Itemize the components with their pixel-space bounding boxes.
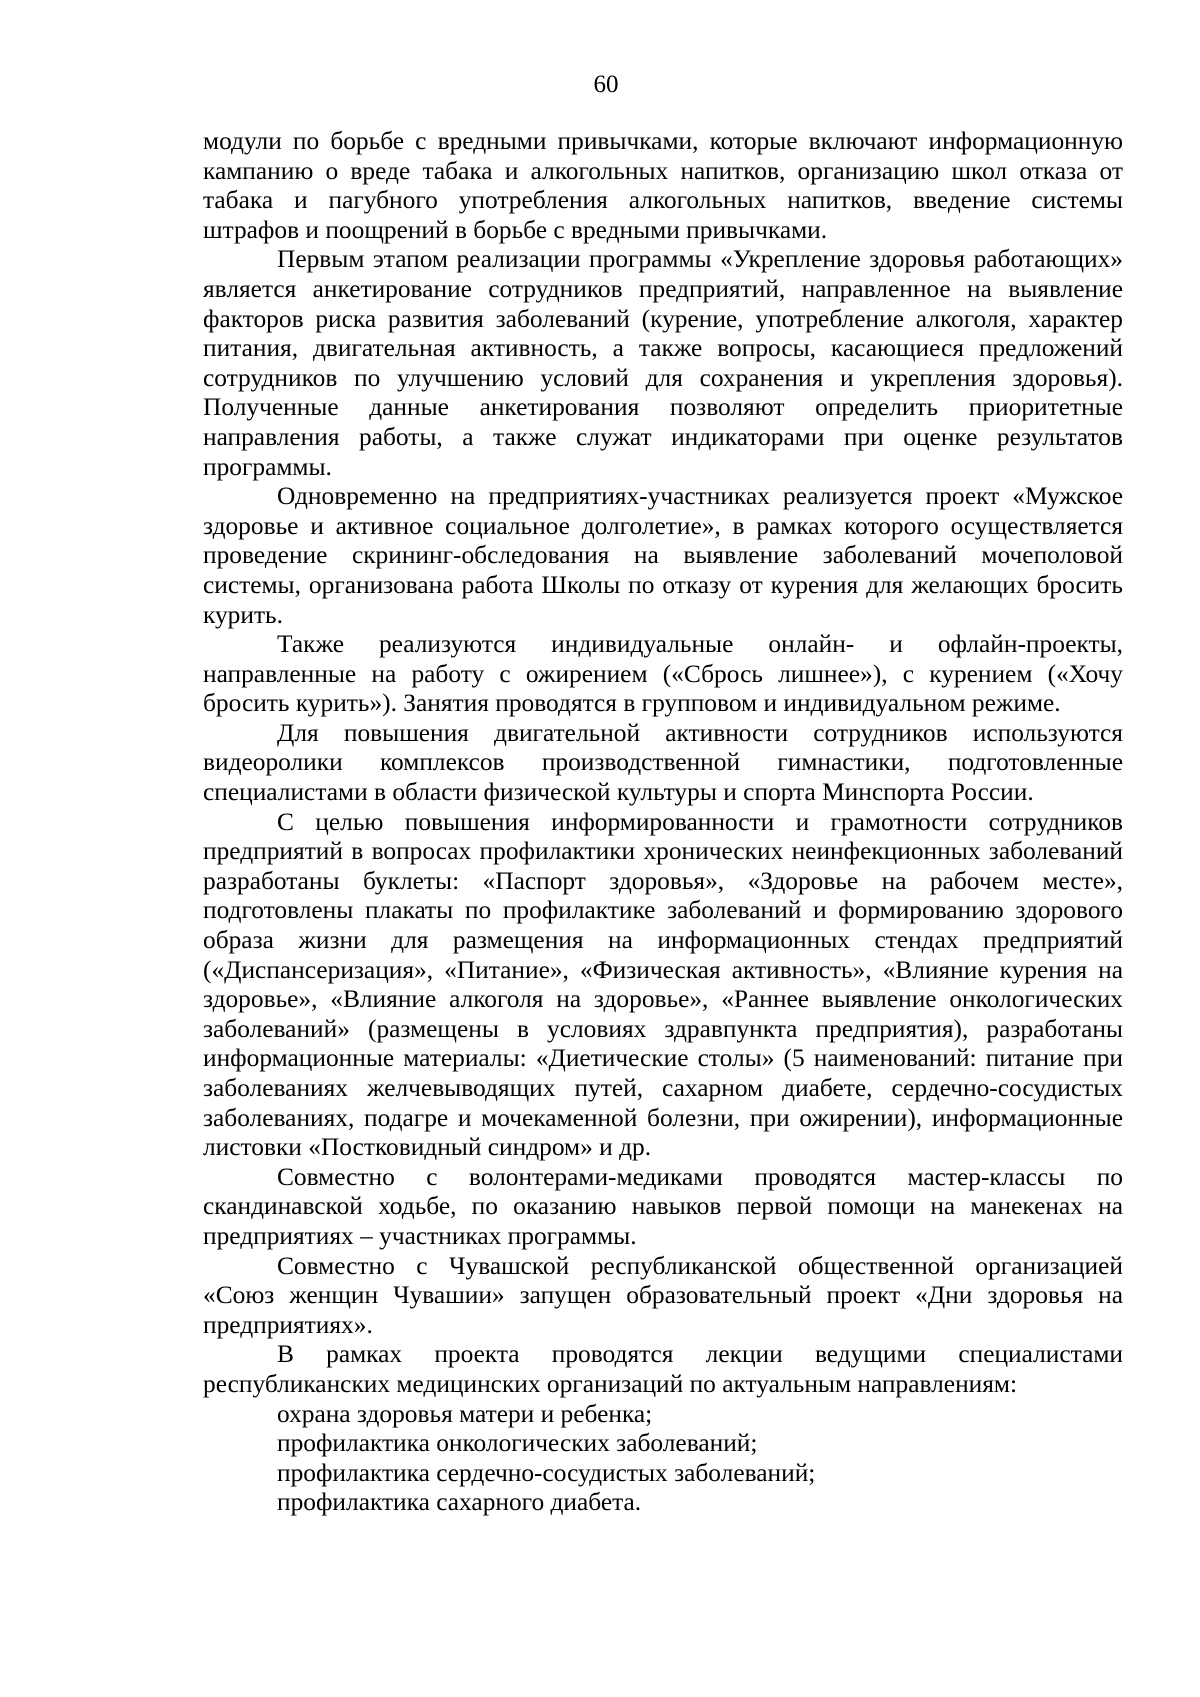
paragraph: В рамках проекта проводятся лекции ведущими специалистами республиканских медицинских организаций по актуальным направлениям: bbox=[203, 1340, 1123, 1398]
paragraph: Первым этапом реализации программы «Укрепление здоровья работающих» является анкетирование сотрудников предприятий, направленное на выявление факторов риска развития заболеваний (курение, употребление алкоголя, характер питания, двигательная активность, а также вопросы, касающиеся предложений сотрудников по улучшению условий для сохранения и укрепления здоровья). Полученные данные анкетирования позволяют определить приоритетные направления работы, а также служат индикаторами при оценке результатов программы. bbox=[203, 245, 1123, 481]
paragraph: Одновременно на предприятиях-участниках реализуется проект «Мужское здоровье и активное социальное долголетие», в рамках которого осуществляется проведение скрининг-обследования на выявление заболеваний мочеполовой системы, организована работа Школы по отказу от курения для желающих бросить курить. bbox=[203, 482, 1123, 629]
document-body bbox=[203, 127, 1123, 1518]
paragraph: Для повышения двигательной активности сотрудников используются видеоролики комплексов производственной гимнастики, подготовленные специалистами в области физической культуры и спорта Минспорта России. bbox=[203, 718, 1123, 807]
paragraph: С целью повышения информированности и грамотности сотрудников предприятий в вопросах профилактики хронических неинфекционных заболеваний разработаны буклеты: «Паспорт здоровья», «Здоровье на рабочем месте», подготовлены плакаты по профилактике заболеваний и формированию здорового образа жизни для размещения на информационных стендах предприятий («Диспансеризация», «Питание», «Физическая активность», «Влияние курения на здоровье», «Влияние алкоголя на здоровье», «Раннее выявление онкологических заболеваний» (размещены в условиях здравпункта предприятия), разработаны информационные материалы: «Диетические столы» (5 наименований: питание при заболеваниях желчевыводящих путей, сахарном диабете, сердечно-сосудистых заболеваниях, подагре и мочекаменной болезни, при ожирении), информационные листовки «Постковидный синдром» и др. bbox=[203, 807, 1123, 1162]
list-item: профилактика сердечно-сосудистых заболеваний; bbox=[277, 1458, 816, 1487]
paragraph: модули по борьбе с вредными привычками, которые включают информационную кампанию о вреде табака и алкогольных напитков, организацию школ отказа от табака и пагубного употребления алкогольных напитков, введение системы штрафов и поощрений в борьбе с вредными привычками. bbox=[203, 127, 1123, 244]
paragraph: Совместно с Чувашской республиканской общественной организацией «Союз женщин Чувашии» запущен образовательный проект «Дни здоровья на предприятиях». bbox=[203, 1251, 1123, 1339]
paragraph: Также реализуются индивидуальные онлайн- и офлайн-проекты, направленные на работу с ожирением («Сбрось лишнее»), с курением («Хочу бросить курить»). Занятия проводятся в групповом и индивидуальном режиме. bbox=[203, 630, 1123, 718]
list-item: охрана здоровья матери и ребенка; bbox=[277, 1399, 653, 1428]
page-number: 60 bbox=[593, 71, 619, 98]
list-item: профилактика онкологических заболеваний; bbox=[277, 1429, 758, 1458]
list-item: профилактика сахарного диабета. bbox=[277, 1488, 642, 1517]
paragraph: Совместно с волонтерами-медиками проводятся мастер-классы по скандинавской ходьбе, по оказанию навыков первой помощи на манекенах на предприятиях – участниках программы. bbox=[203, 1162, 1123, 1250]
